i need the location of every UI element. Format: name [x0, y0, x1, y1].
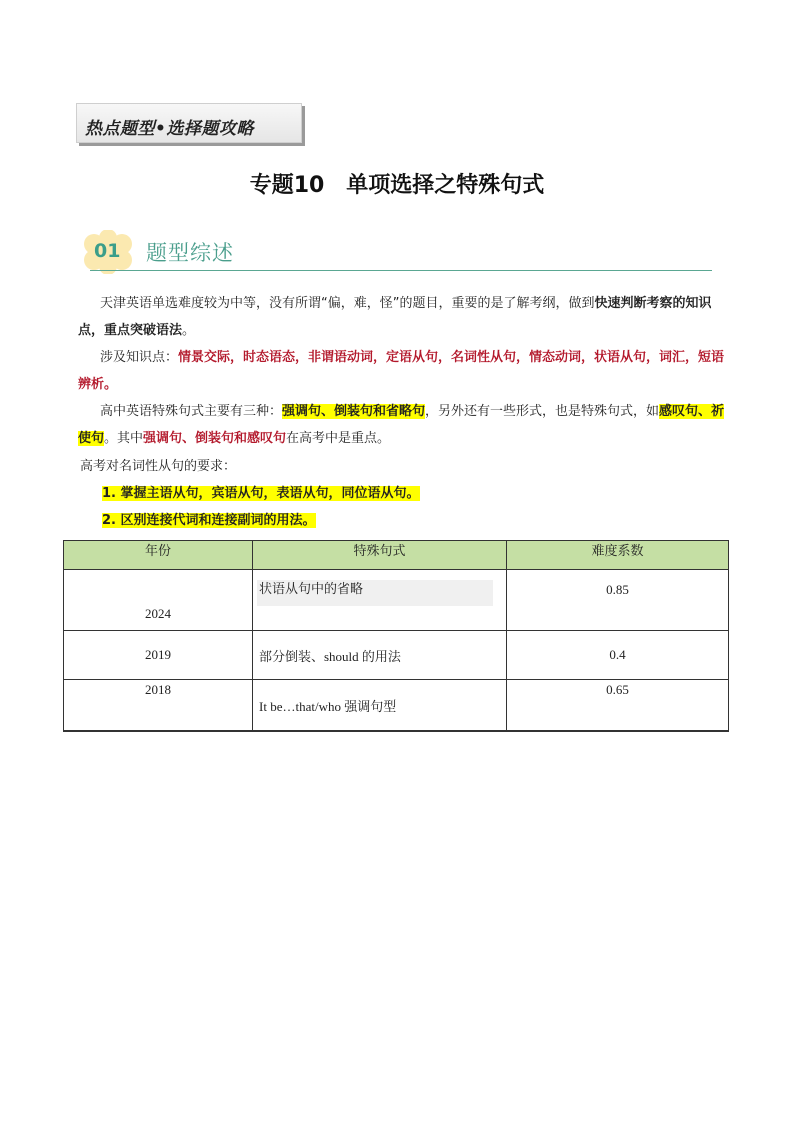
cell-difficulty: 0.85 — [507, 570, 729, 631]
text: 天津英语单选难度较为中等，没有所谓“偏，难，怪”的题目，重要的是了解考纲，做到 — [100, 296, 595, 311]
badge-text: 热点题型•选择题攻略 — [85, 119, 254, 139]
table-row — [64, 570, 729, 631]
section-header — [80, 228, 712, 274]
table-header-row — [64, 541, 729, 570]
section-divider — [90, 270, 712, 271]
text-highlight: 感叹句、祈使句 — [78, 404, 725, 446]
section-title: 题型综述 — [146, 241, 234, 265]
header-year: 年份 — [64, 541, 253, 570]
page-title: 专题10 单项选择之特殊句式 — [249, 173, 545, 198]
paragraph-special-sentences — [78, 398, 726, 452]
text-highlight: 1. 掌握主语从句，宾语从句，表语从句，同位语从句。 — [102, 486, 420, 501]
cell-type — [253, 570, 507, 631]
text: 在高考中是重点。 — [286, 431, 391, 446]
header-type: 特殊句式 — [253, 541, 507, 570]
text: 。 — [182, 323, 196, 338]
header-difficulty: 难度系数 — [507, 541, 729, 570]
cell-difficulty: 0.65 — [507, 680, 729, 732]
cell-type: It be…that/who 强调句型 — [253, 680, 507, 732]
text: 涉及知识点： — [100, 350, 179, 365]
cell-year: 2019 — [64, 631, 253, 680]
text-highlight: 2. 区别连接代词和连接副词的用法。 — [102, 513, 316, 528]
paragraph-overview — [78, 290, 726, 344]
text: 。其中 — [104, 431, 144, 446]
exam-table — [63, 540, 729, 732]
section-number: 01 — [94, 240, 121, 262]
text-highlight: 强调句、倒装句和省略句 — [282, 404, 426, 419]
text: ，另外还有一些形式，也是特殊句式，如 — [425, 404, 660, 419]
cell-year: 2018 — [64, 680, 253, 732]
section-badge — [76, 103, 302, 143]
text: 高中英语特殊句式主要有三种： — [100, 404, 283, 419]
table-row — [64, 680, 729, 732]
text: 高考对名词性从句的要求： — [80, 459, 237, 474]
requirement-item-2 — [102, 507, 750, 534]
text-red: 强调句、倒装句和感叹句 — [143, 431, 287, 446]
text-bold: 快速判断考察的知识点，重点突破语法 — [78, 296, 712, 338]
text-red: 情景交际，时态语态，非谓语动词，定语从句，名词性从句，情态动词，状语从句，词汇，短语辨析。 — [78, 350, 725, 392]
cell-type: 部分倒装、should 的用法 — [253, 631, 507, 680]
cell-type-text: 状语从句中的省略 — [257, 580, 493, 606]
requirements-heading — [80, 453, 728, 480]
paragraph-knowledge-points — [78, 344, 726, 398]
requirement-item-1 — [102, 480, 750, 507]
table-row — [64, 631, 729, 680]
cell-year: 2024 — [64, 570, 253, 631]
cell-difficulty: 0.4 — [507, 631, 729, 680]
